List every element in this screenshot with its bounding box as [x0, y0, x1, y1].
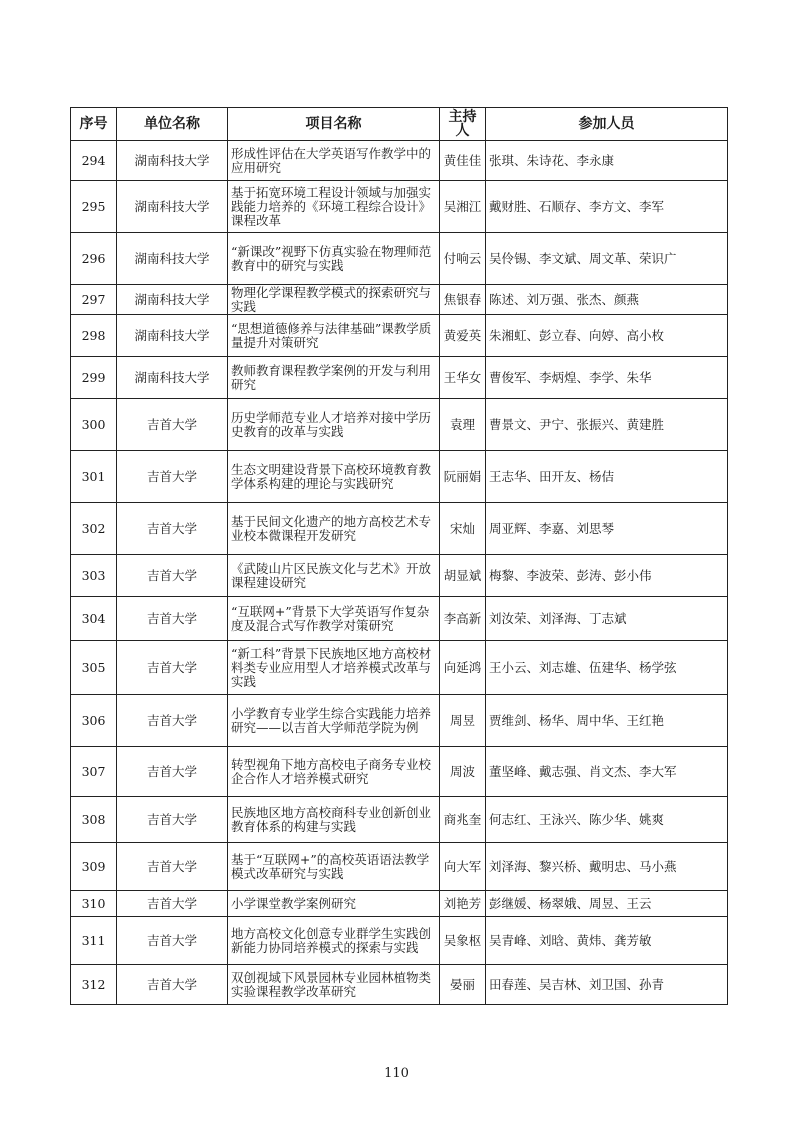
cell-members: 戴财胜、石顺存、李方文、李军	[486, 181, 728, 233]
cell-members: 彭继媛、杨翠娥、周昱、王云	[486, 891, 728, 917]
table-row	[71, 747, 728, 797]
cell-no: 305	[71, 641, 117, 695]
cell-no: 308	[71, 797, 117, 843]
cell-project: 基于“互联网+”的高校英语语法教学模式改革研究与实践	[228, 843, 440, 891]
cell-host: 王华女	[440, 357, 486, 399]
cell-members: 陈述、刘万强、张杰、颜燕	[486, 285, 728, 315]
cell-project: 教师教育课程教学案例的开发与利用研究	[228, 357, 440, 399]
cell-host: 刘艳芳	[440, 891, 486, 917]
cell-members: 曹景文、尹宁、张振兴、黄建胜	[486, 399, 728, 451]
cell-members: 王志华、田开友、杨佶	[486, 451, 728, 503]
table-row	[71, 285, 728, 315]
cell-project: “新工科”背景下民族地区地方高校材料类专业应用型人才培养模式改革与实践	[228, 641, 440, 695]
cell-project: 转型视角下地方高校电子商务专业校企合作人才培养模式研究	[228, 747, 440, 797]
cell-project: 物理化学课程教学模式的探索研究与实践	[228, 285, 440, 315]
cell-project: 小学教育专业学生综合实践能力培养研究——以吉首大学师范学院为例	[228, 695, 440, 747]
cell-no: 294	[71, 141, 117, 181]
cell-unit: 吉首大学	[117, 797, 228, 843]
cell-unit: 吉首大学	[117, 747, 228, 797]
cell-no: 301	[71, 451, 117, 503]
cell-unit: 吉首大学	[117, 451, 228, 503]
cell-project: 双创视域下风景园林专业园林植物类实验课程教学改革研究	[228, 965, 440, 1005]
table-row	[71, 399, 728, 451]
cell-project: “互联网+”背景下大学英语写作复杂度及混合式写作教学对策研究	[228, 597, 440, 641]
cell-unit: 吉首大学	[117, 695, 228, 747]
cell-no: 306	[71, 695, 117, 747]
cell-unit: 吉首大学	[117, 843, 228, 891]
table-row	[71, 695, 728, 747]
cell-members: 董坚峰、戴志强、肖文杰、李大军	[486, 747, 728, 797]
cell-project: “新课改”视野下仿真实验在物理师范教育中的研究与实践	[228, 233, 440, 285]
table-row	[71, 891, 728, 917]
cell-members: 贾维剑、杨华、周中华、王红艳	[486, 695, 728, 747]
cell-unit: 吉首大学	[117, 503, 228, 555]
table-row	[71, 315, 728, 357]
cell-host: 商兆奎	[440, 797, 486, 843]
cell-host: 晏丽	[440, 965, 486, 1005]
cell-members: 田春莲、吴吉林、刘卫国、孙青	[486, 965, 728, 1005]
cell-no: 311	[71, 917, 117, 965]
cell-no: 296	[71, 233, 117, 285]
table-row	[71, 503, 728, 555]
table-row	[71, 797, 728, 843]
cell-project: 基于民间文化遗产的地方高校艺术专业校本微课程开发研究	[228, 503, 440, 555]
cell-project: 民族地区地方高校商科专业创新创业教育体系的构建与实践	[228, 797, 440, 843]
cell-host: 袁理	[440, 399, 486, 451]
header-unit: 单位名称	[117, 108, 228, 141]
page-number: 110	[384, 1066, 409, 1081]
project-table	[70, 107, 728, 1005]
cell-host: 向延鸿	[440, 641, 486, 695]
cell-project: 《武陵山片区民族文化与艺术》开放课程建设研究	[228, 555, 440, 597]
table-row	[71, 181, 728, 233]
table-header-row	[71, 108, 728, 141]
cell-unit: 湖南科技大学	[117, 233, 228, 285]
cell-host: 李高新	[440, 597, 486, 641]
cell-project: 基于拓宽环境工程设计领域与加强实践能力培养的《环境工程综合设计》课程改革	[228, 181, 440, 233]
cell-members: 王小云、刘志雄、伍建华、杨学弦	[486, 641, 728, 695]
cell-host: 宋灿	[440, 503, 486, 555]
cell-members: 朱湘虹、彭立春、向婷、高小枚	[486, 315, 728, 357]
cell-project: 地方高校文化创意专业群学生实践创新能力协同培养模式的探索与实践	[228, 917, 440, 965]
cell-host: 向大军	[440, 843, 486, 891]
cell-host: 黄佳佳	[440, 141, 486, 181]
cell-project: “思想道德修养与法律基础”课教学质量提升对策研究	[228, 315, 440, 357]
cell-members: 吴青峰、刘晗、黄炜、龚芳敏	[486, 917, 728, 965]
header-host: 主持人	[440, 108, 486, 141]
table-row	[71, 357, 728, 399]
cell-unit: 吉首大学	[117, 597, 228, 641]
table-row	[71, 843, 728, 891]
table-row	[71, 555, 728, 597]
cell-no: 297	[71, 285, 117, 315]
table-row	[71, 641, 728, 695]
table-row	[71, 233, 728, 285]
cell-no: 302	[71, 503, 117, 555]
cell-no: 307	[71, 747, 117, 797]
table-body	[71, 141, 728, 1005]
cell-host: 周昱	[440, 695, 486, 747]
cell-unit: 湖南科技大学	[117, 181, 228, 233]
cell-no: 298	[71, 315, 117, 357]
header-project: 项目名称	[228, 108, 440, 141]
cell-host: 焦银春	[440, 285, 486, 315]
cell-unit: 吉首大学	[117, 641, 228, 695]
table-row	[71, 141, 728, 181]
cell-unit: 湖南科技大学	[117, 357, 228, 399]
cell-project: 小学课堂教学案例研究	[228, 891, 440, 917]
cell-no: 295	[71, 181, 117, 233]
cell-members: 梅黎、李波荣、彭涛、彭小伟	[486, 555, 728, 597]
cell-members: 周亚辉、李嘉、刘思琴	[486, 503, 728, 555]
cell-unit: 吉首大学	[117, 891, 228, 917]
cell-no: 299	[71, 357, 117, 399]
cell-host: 吴湘江	[440, 181, 486, 233]
cell-host: 周波	[440, 747, 486, 797]
cell-members: 刘汝荣、刘泽海、丁志斌	[486, 597, 728, 641]
cell-host: 黄爱英	[440, 315, 486, 357]
cell-project: 形成性评估在大学英语写作教学中的应用研究	[228, 141, 440, 181]
cell-host: 付响云	[440, 233, 486, 285]
cell-unit: 湖南科技大学	[117, 141, 228, 181]
cell-no: 303	[71, 555, 117, 597]
cell-project: 生态文明建设背景下高校环境教育教学体系构建的理论与实践研究	[228, 451, 440, 503]
cell-unit: 湖南科技大学	[117, 315, 228, 357]
table-row	[71, 917, 728, 965]
table-row	[71, 451, 728, 503]
cell-no: 304	[71, 597, 117, 641]
header-members: 参加人员	[486, 108, 728, 141]
cell-members: 刘泽海、黎兴桥、戴明忠、马小燕	[486, 843, 728, 891]
cell-project: 历史学师范专业人才培养对接中学历史教育的改革与实践	[228, 399, 440, 451]
cell-unit: 吉首大学	[117, 965, 228, 1005]
cell-no: 310	[71, 891, 117, 917]
table-row	[71, 597, 728, 641]
cell-no: 312	[71, 965, 117, 1005]
cell-members: 曹俊军、李炳煌、李学、朱华	[486, 357, 728, 399]
cell-members: 吴伶锡、李文斌、周文革、荣识广	[486, 233, 728, 285]
cell-no: 300	[71, 399, 117, 451]
cell-unit: 湖南科技大学	[117, 285, 228, 315]
cell-host: 阮丽娟	[440, 451, 486, 503]
cell-no: 309	[71, 843, 117, 891]
cell-host: 胡显斌	[440, 555, 486, 597]
table-row	[71, 965, 728, 1005]
cell-unit: 吉首大学	[117, 399, 228, 451]
cell-unit: 吉首大学	[117, 917, 228, 965]
cell-members: 张琪、朱诗花、李永康	[486, 141, 728, 181]
cell-host: 吴象枢	[440, 917, 486, 965]
cell-members: 何志红、王泳兴、陈少华、姚爽	[486, 797, 728, 843]
header-no: 序号	[71, 108, 117, 141]
cell-unit: 吉首大学	[117, 555, 228, 597]
